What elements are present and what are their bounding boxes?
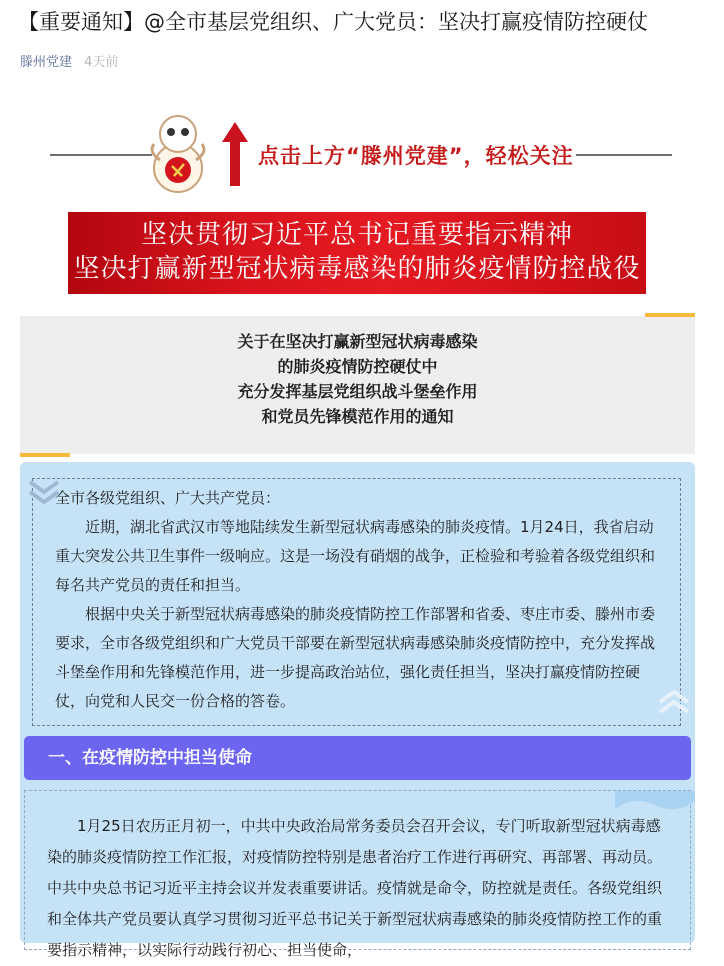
section-heading: 一、在疫情防控中担当使命 [24, 736, 691, 780]
divider-line-left [50, 154, 152, 156]
section-paragraph: 1月25日农历正月初一，中共中央政治局常务委员会召开会议，专门听取新型冠状病毒感染的肺炎疫情防控工作汇报，对疫情防控特别是患者治疗工作进行再研究、再部署、再动员。中共中央总书记习近平主持会议并发表重要讲话。疫情就是命令，防控就是责任。各级党组织和全体共产党员要认真学习贯彻习近平总书记关于新型冠状病毒感染的肺炎疫情防控工作的重要指示精神，以实际行动践行初心、担当使命， [47, 817, 663, 959]
notice-title-box [20, 316, 695, 454]
notice-title-line: 关于在坚决打赢新型冠状病毒感染 [237, 332, 478, 351]
notice-title-line: 的肺炎疫情防控硬仗中 [277, 357, 438, 376]
chevron-up-icon [656, 684, 692, 718]
wave-decoration-icon [615, 791, 695, 831]
notice-title-line: 和党员先锋模范作用的通知 [261, 407, 454, 426]
section-body [24, 790, 691, 959]
publish-time: 4天前 [84, 55, 119, 70]
intro-paragraph-1: 近期，湖北省武汉市等地陆续发生新型冠状病毒感染的肺炎疫情。1月24日，我省启动重大突发公共卫生事件一级响应。这是一场没有硝烟的战争，正检验和考验着各级党组织和每名共产党员的责任和担当。 [55, 518, 656, 594]
divider-line-right [576, 154, 672, 156]
accent-bar-top-right [645, 313, 695, 317]
slogan-banner [68, 212, 646, 294]
slogan-line-1: 坚决贯彻习近平总书记重要指示精神 [140, 220, 573, 250]
chevron-down-icon [26, 476, 62, 510]
notice-title-line: 充分发挥基层党组织战斗堡垒作用 [237, 382, 478, 401]
mascot-icon [138, 108, 218, 196]
intro-box [32, 478, 681, 726]
arrow-up-icon [222, 122, 248, 186]
accent-bar-bottom-left [20, 453, 70, 457]
article-title: 【重要通知】@全市基层党组织、广大党员：坚决打赢疫情防控硬仗 [18, 10, 648, 34]
follow-prompt: 点击上方“滕州党建”，轻松关注 [258, 144, 574, 168]
greeting: 全市各级党组织、广大共产党员： [55, 489, 281, 507]
article-meta [20, 51, 118, 70]
intro-paragraph-2: 根据中央关于新型冠状病毒感染的肺炎疫情防控工作部署和省委、枣庄市委、滕州市委要求，全市各级党组织和广大党员干部要在新型冠状病毒感染肺炎疫情防控中，充分发挥战斗堡垒作用和先锋模范作用，进一步提高政治站位，强化责任担当，坚决打赢疫情防控硬仗，向党和人民交一份合格的答卷。 [55, 605, 656, 710]
follow-banner[interactable] [36, 100, 676, 204]
slogan-line-2: 坚决打赢新型冠状病毒感染的肺炎疫情防控战役 [73, 254, 641, 284]
account-name-link[interactable]: 滕州党建 [20, 55, 73, 70]
notice-title [20, 316, 695, 429]
